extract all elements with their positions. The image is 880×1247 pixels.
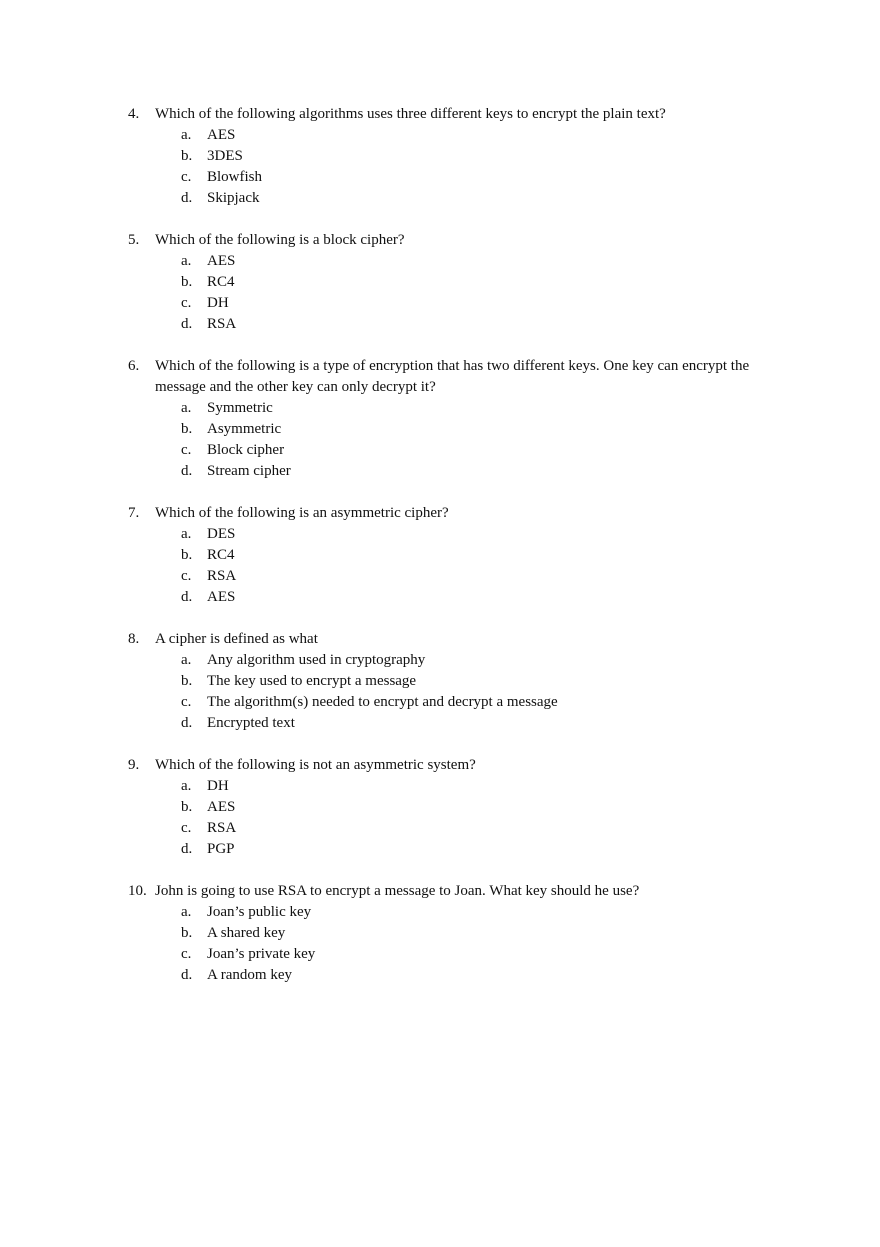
option-letter: c. [181, 295, 192, 311]
option-text: AES [207, 127, 236, 143]
option-letter: a. [181, 778, 192, 794]
question-number: 10. [128, 883, 147, 899]
option-letter: d. [181, 463, 193, 479]
option-letter: a. [181, 400, 192, 416]
question-line [0, 629, 880, 650]
option-text: Symmetric [207, 400, 273, 416]
question-9 [0, 755, 880, 860]
option-text: Encrypted text [207, 715, 295, 731]
option-c [0, 566, 880, 587]
option-b [0, 272, 880, 293]
option-letter: c. [181, 442, 192, 458]
option-letter: a. [181, 652, 192, 668]
option-list [0, 251, 880, 335]
question-text: Which of the following is not an asymmetric system? [155, 757, 476, 773]
option-c [0, 167, 880, 188]
option-letter: d. [181, 316, 193, 332]
option-letter: d. [181, 967, 193, 983]
option-letter: c. [181, 169, 192, 185]
question-number: 9. [128, 757, 140, 773]
option-letter: b. [181, 148, 193, 164]
option-text: RSA [207, 568, 237, 584]
option-letter: c. [181, 694, 192, 710]
option-letter: b. [181, 925, 193, 941]
option-text: A shared key [207, 925, 286, 941]
option-text: Blowfish [207, 169, 263, 185]
option-d [0, 713, 880, 734]
question-text: A cipher is defined as what [155, 631, 318, 647]
option-text: Joan’s public key [207, 904, 312, 920]
option-text: DH [207, 295, 229, 311]
question-number: 7. [128, 505, 140, 521]
option-letter: b. [181, 421, 193, 437]
option-letter: a. [181, 253, 192, 269]
option-letter: c. [181, 820, 192, 836]
question-7 [0, 503, 880, 608]
option-d [0, 839, 880, 860]
question-text: Which of the following is a block cipher? [155, 232, 405, 248]
option-c [0, 440, 880, 461]
question-6 [0, 356, 880, 482]
option-text: DH [207, 778, 229, 794]
option-d [0, 965, 880, 986]
option-text: AES [207, 799, 236, 815]
question-text: Which of the following algorithms uses three different keys to encrypt the plain text? [155, 106, 666, 122]
option-letter: a. [181, 127, 192, 143]
question-number: 5. [128, 232, 140, 248]
option-text: Block cipher [207, 442, 285, 458]
option-text: AES [207, 589, 236, 605]
option-c [0, 692, 880, 713]
option-b [0, 671, 880, 692]
option-text: The algorithm(s) needed to encrypt and decrypt a message [207, 694, 558, 710]
option-d [0, 587, 880, 608]
option-list [0, 524, 880, 608]
option-a [0, 524, 880, 545]
option-list [0, 776, 880, 860]
question-number: 4. [128, 106, 140, 122]
option-c [0, 293, 880, 314]
option-letter: d. [181, 841, 193, 857]
question-text: Which of the following is an asymmetric cipher? [155, 505, 449, 521]
question-line [0, 104, 880, 125]
question-number: 8. [128, 631, 140, 647]
question-text: Which of the following is a type of encryption that has two different keys. One key can encrypt the message and the other key can only decrypt it? [155, 358, 750, 395]
option-c [0, 818, 880, 839]
option-b [0, 923, 880, 944]
option-text: RSA [207, 820, 237, 836]
option-text: DES [207, 526, 236, 542]
question-5 [0, 230, 880, 335]
option-text: 3DES [207, 148, 243, 164]
option-text: Asymmetric [207, 421, 282, 437]
option-letter: c. [181, 568, 192, 584]
quiz-question-list [0, 104, 880, 1007]
question-4 [0, 104, 880, 209]
question-number: 6. [128, 358, 140, 374]
question-line [0, 230, 880, 251]
option-text: Skipjack [207, 190, 260, 206]
question-line [0, 755, 880, 776]
option-b [0, 797, 880, 818]
option-a [0, 125, 880, 146]
option-text: AES [207, 253, 236, 269]
option-letter: d. [181, 715, 193, 731]
option-list [0, 398, 880, 482]
option-letter: d. [181, 190, 193, 206]
option-text: RC4 [207, 547, 235, 563]
option-b [0, 545, 880, 566]
option-d [0, 188, 880, 209]
option-letter: a. [181, 904, 192, 920]
option-d [0, 461, 880, 482]
option-text: RC4 [207, 274, 235, 290]
option-d [0, 314, 880, 335]
option-letter: c. [181, 946, 192, 962]
option-letter: b. [181, 673, 193, 689]
option-text: Joan’s private key [207, 946, 316, 962]
option-b [0, 146, 880, 167]
question-line [0, 503, 880, 524]
option-c [0, 944, 880, 965]
option-text: RSA [207, 316, 237, 332]
option-letter: b. [181, 799, 193, 815]
option-letter: a. [181, 526, 192, 542]
option-text: Any algorithm used in cryptography [207, 652, 426, 668]
option-text: PGP [207, 841, 235, 857]
option-a [0, 776, 880, 797]
option-letter: b. [181, 274, 193, 290]
question-10 [0, 881, 880, 986]
option-list [0, 125, 880, 209]
question-8 [0, 629, 880, 734]
option-list [0, 650, 880, 734]
question-line [0, 356, 880, 398]
option-a [0, 398, 880, 419]
option-a [0, 650, 880, 671]
option-a [0, 251, 880, 272]
option-letter: d. [181, 589, 193, 605]
option-text: Stream cipher [207, 463, 291, 479]
option-letter: b. [181, 547, 193, 563]
option-a [0, 902, 880, 923]
question-line [0, 881, 880, 902]
option-text: The key used to encrypt a message [207, 673, 417, 689]
option-text: A random key [207, 967, 292, 983]
option-b [0, 419, 880, 440]
question-text: John is going to use RSA to encrypt a message to Joan. What key should he use? [155, 883, 640, 899]
option-list [0, 902, 880, 986]
